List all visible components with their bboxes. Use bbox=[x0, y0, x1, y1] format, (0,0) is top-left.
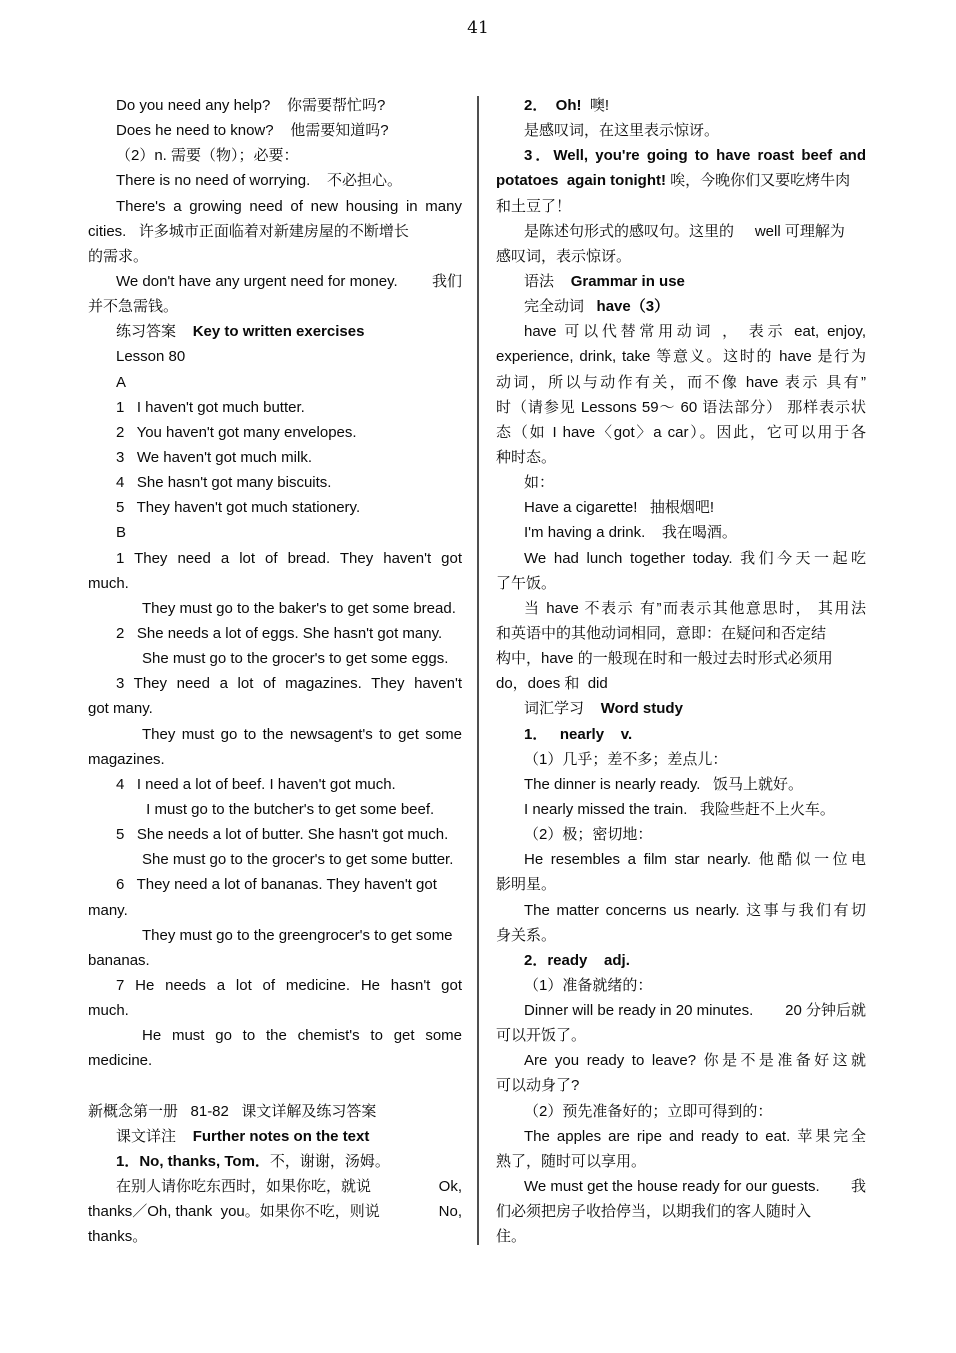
line-text: thanks。 bbox=[88, 1228, 148, 1246]
text-line bbox=[496, 143, 866, 168]
text-line bbox=[496, 621, 866, 646]
line-text: 5 They haven't got much stationery. bbox=[116, 499, 361, 517]
line-text: 1． nearly v. bbox=[524, 725, 633, 743]
line-text: 身关系。 bbox=[496, 926, 557, 944]
left-column bbox=[88, 93, 462, 1249]
text-line bbox=[496, 470, 866, 495]
line-text: （2）预先准备好的；立即可得到的： bbox=[524, 1102, 773, 1120]
line-text: potatoes again tonight! 唉，今晚你们又要吃烤牛肉 bbox=[496, 172, 851, 190]
line-text: 的需求。 bbox=[88, 247, 149, 265]
column-divider bbox=[477, 96, 479, 1245]
text-line bbox=[88, 872, 462, 897]
text-line bbox=[496, 847, 866, 872]
text-line bbox=[88, 470, 462, 495]
line-text: 1 I haven't got much butter. bbox=[116, 398, 305, 416]
text-line bbox=[496, 319, 866, 344]
line-text: （1）几乎；差不多；差点儿： bbox=[524, 750, 728, 768]
text-line bbox=[496, 822, 866, 847]
line-text: We don't have any urgent need for money. bbox=[116, 272, 398, 290]
text-line bbox=[496, 1124, 866, 1149]
text-line bbox=[496, 546, 866, 571]
line-text: 4 She hasn't got many biscuits. bbox=[116, 474, 332, 492]
line-text: We must get the house ready for our guests. bbox=[524, 1178, 820, 1196]
text-line bbox=[496, 1099, 866, 1124]
line-text: 新概念第一册 81-82 课文详解及练习答案 bbox=[88, 1102, 377, 1120]
text-line bbox=[496, 1073, 866, 1098]
text-line bbox=[88, 1224, 462, 1249]
text-line bbox=[88, 520, 462, 545]
line-text: 当 have 不表示 有”而表示其他意思时， 其用法 bbox=[524, 599, 866, 617]
line-text: 并不急需钱。 bbox=[88, 298, 179, 316]
line-text: do，does 和 did bbox=[496, 675, 608, 693]
line-text: She must go to the grocer's to get some butter. bbox=[142, 851, 454, 869]
line-text: 种时态。 bbox=[496, 448, 557, 466]
text-line bbox=[496, 1023, 866, 1048]
line-tail: 20 分钟后就 bbox=[785, 1002, 866, 1020]
line-text: He must go to the chemist's to get some bbox=[142, 1027, 462, 1045]
text-line bbox=[496, 797, 866, 822]
line-text: We had lunch together today. 我们今天一起吃 bbox=[524, 549, 866, 567]
text-line bbox=[88, 646, 462, 671]
line-text: 3 We haven't got much milk. bbox=[116, 448, 313, 466]
text-line bbox=[496, 370, 866, 395]
text-line bbox=[88, 923, 462, 948]
line-text: 是陈述句形式的感叹句。这里的 well 可理解为 bbox=[524, 222, 845, 240]
text-line bbox=[496, 646, 866, 671]
text-line bbox=[88, 93, 462, 118]
text-line bbox=[88, 571, 462, 596]
text-line bbox=[496, 571, 866, 596]
line-text: 1．No, thanks, Tom．不，谢谢，汤姆。 bbox=[116, 1152, 390, 1170]
line-text: I nearly missed the train. 我险些赶不上火车。 bbox=[524, 800, 835, 818]
line-text: They must go to the baker's to get some bread. bbox=[142, 599, 456, 617]
text-line bbox=[88, 219, 462, 244]
text-line bbox=[88, 696, 462, 721]
line-text: many. bbox=[88, 901, 128, 919]
text-line bbox=[88, 822, 462, 847]
line-text: They must go to the newsagent's to get some bbox=[142, 725, 462, 743]
line-text: 2 You haven't got many envelopes. bbox=[116, 423, 357, 441]
text-line bbox=[496, 998, 866, 1023]
line-text: I must go to the butcher's to get some beef. bbox=[142, 800, 435, 818]
text-line bbox=[88, 1023, 462, 1048]
line-text: 语法 Grammar in use bbox=[524, 272, 685, 290]
line-text: Lesson 80 bbox=[116, 348, 186, 366]
text-line bbox=[88, 847, 462, 872]
text-line bbox=[88, 1048, 462, 1073]
text-line bbox=[88, 294, 462, 319]
text-line bbox=[496, 747, 866, 772]
line-text: much. bbox=[88, 574, 129, 592]
line-tail: 我 bbox=[850, 1178, 866, 1196]
line-text: have 可以代替常用动词 ， 表示 eat, enjoy, bbox=[524, 323, 866, 341]
text-line bbox=[496, 1224, 866, 1249]
line-text: experience, drink, take 等意义。这时的 have 是行为 bbox=[496, 348, 866, 366]
line-text: 动词，所以与动作有关，而不像 have 表示 具有” bbox=[496, 373, 866, 391]
line-text: 完全动词 have（3） bbox=[524, 298, 670, 316]
text-line bbox=[88, 168, 462, 193]
line-text: （2）n. 需要（物）；必要： bbox=[116, 147, 299, 165]
line-text: A bbox=[116, 373, 127, 391]
line-text: There is no need of worrying. 不必担心。 bbox=[116, 172, 402, 190]
line-text: 6 They need a lot of bananas. They haven't got bbox=[116, 876, 437, 894]
line-text: B bbox=[116, 524, 127, 542]
line-text: She must go to the grocer's to get some eggs. bbox=[142, 650, 449, 668]
line-text: Have a cigarette! 抽根烟吧! bbox=[524, 499, 715, 517]
line-text: 2． Oh! 噢! bbox=[524, 97, 610, 114]
line-tail: No, bbox=[438, 1203, 462, 1221]
text-line bbox=[88, 797, 462, 822]
text-line bbox=[496, 973, 866, 998]
text-line bbox=[88, 1124, 462, 1149]
line-text: I'm having a drink. 我在喝酒。 bbox=[524, 524, 737, 542]
text-line bbox=[88, 118, 462, 143]
text-line bbox=[496, 495, 866, 520]
text-line bbox=[496, 948, 866, 973]
text-line bbox=[88, 973, 462, 998]
text-line bbox=[88, 1199, 462, 1224]
text-line bbox=[496, 294, 866, 319]
text-line bbox=[496, 520, 866, 545]
line-text: They must go to the greengrocer's to get some bbox=[142, 926, 453, 944]
text-line bbox=[496, 168, 866, 193]
line-text: much. bbox=[88, 1002, 129, 1020]
text-line bbox=[88, 546, 462, 571]
line-text: 2．ready adj. bbox=[524, 951, 630, 969]
line-text: There's a growing need of new housing in many bbox=[116, 197, 462, 215]
blank-line bbox=[88, 1073, 462, 1098]
text-line bbox=[88, 495, 462, 520]
line-text: 可以动身了? bbox=[496, 1077, 580, 1095]
text-line bbox=[496, 898, 866, 923]
text-line bbox=[88, 1099, 462, 1124]
text-line bbox=[496, 1199, 866, 1224]
line-text: Do you need any help? 你需要帮忙吗? bbox=[116, 97, 386, 114]
text-line bbox=[496, 722, 866, 747]
text-line bbox=[88, 621, 462, 646]
line-text: （1）准备就绪的： bbox=[524, 976, 653, 994]
line-text: 在别人请你吃东西时，如果你吃，就说 bbox=[116, 1178, 372, 1196]
text-line bbox=[496, 420, 866, 445]
line-text: 5 She needs a lot of butter. She hasn't got much. bbox=[116, 826, 449, 844]
line-text: 和英语中的其他动词相同，意即：在疑问和否定结 bbox=[496, 624, 827, 642]
text-line bbox=[88, 319, 462, 344]
line-text: The dinner is nearly ready. 饭马上就好。 bbox=[524, 775, 803, 793]
line-text: 可以开饭了。 bbox=[496, 1027, 587, 1045]
text-line bbox=[88, 722, 462, 747]
line-text: Dinner will be ready in 20 minutes. bbox=[524, 1002, 754, 1020]
line-tail: 我们 bbox=[431, 272, 462, 290]
line-text: 如： bbox=[524, 474, 555, 492]
text-line bbox=[88, 269, 462, 294]
text-line bbox=[496, 219, 866, 244]
line-text: （2）极；密切地： bbox=[524, 826, 653, 844]
text-line bbox=[496, 696, 866, 721]
line-text: 是感叹词，在这里表示惊讶。 bbox=[524, 122, 720, 140]
text-line bbox=[88, 671, 462, 696]
line-text: 构中，have 的一般现在时和一般过去时形式必须用 bbox=[496, 650, 833, 668]
line-text: Are you ready to leave? 你是不是准备好这就 bbox=[524, 1052, 866, 1070]
text-line bbox=[496, 344, 866, 369]
line-text: bananas. bbox=[88, 951, 150, 969]
line-text: 3 They need a lot of magazines. They haven't bbox=[116, 675, 462, 693]
line-text: 7 He needs a lot of medicine. He hasn't got bbox=[116, 976, 462, 994]
text-line bbox=[496, 1149, 866, 1174]
line-text: The apples are ripe and ready to eat. 苹果完全 bbox=[524, 1127, 866, 1145]
line-text: 感叹词，表示惊讶。 bbox=[496, 247, 632, 265]
line-text: medicine. bbox=[88, 1052, 153, 1070]
line-text: 时（请参见 Lessons 59～ 60 语法部分） 那样表示状 bbox=[496, 398, 866, 416]
line-text: Does he need to know? 他需要知道吗? bbox=[116, 122, 389, 140]
text-line bbox=[88, 1174, 462, 1199]
text-line bbox=[496, 872, 866, 897]
line-text: 们必须把房子收拾停当，以期我们的客人随时入 bbox=[496, 1203, 812, 1221]
line-text: 态（如 I have〈got〉a car）。因此，它可以用于各 bbox=[496, 423, 866, 441]
text-line bbox=[496, 1174, 866, 1199]
line-text: magazines. bbox=[88, 750, 165, 768]
text-line bbox=[496, 772, 866, 797]
line-text: 熟了，随时可以享用。 bbox=[496, 1152, 647, 1170]
line-text: 课文详注 Further notes on the text bbox=[116, 1127, 370, 1145]
text-line bbox=[496, 244, 866, 269]
text-line bbox=[496, 269, 866, 294]
text-line bbox=[88, 344, 462, 369]
text-line bbox=[88, 948, 462, 973]
line-text: 4 I need a lot of beef. I haven't got much. bbox=[116, 775, 396, 793]
text-line bbox=[88, 194, 462, 219]
text-line bbox=[88, 898, 462, 923]
text-line bbox=[88, 143, 462, 168]
text-line bbox=[88, 772, 462, 797]
text-line bbox=[496, 118, 866, 143]
text-line bbox=[88, 747, 462, 772]
line-text: cities. 许多城市正面临着对新建房屋的不断增长 bbox=[88, 222, 409, 240]
text-line bbox=[496, 395, 866, 420]
line-text: 和土豆了！ bbox=[496, 197, 572, 215]
text-line bbox=[496, 93, 866, 118]
text-line bbox=[88, 998, 462, 1023]
page-number: 41 bbox=[467, 18, 489, 38]
line-text: 词汇学习 Word study bbox=[524, 700, 683, 718]
text-line bbox=[88, 445, 462, 470]
text-line bbox=[88, 420, 462, 445]
text-line bbox=[88, 596, 462, 621]
text-line bbox=[88, 244, 462, 269]
line-text: 1 They need a lot of bread. They haven't got bbox=[116, 549, 462, 567]
line-text: 影明星。 bbox=[496, 876, 557, 894]
text-line bbox=[88, 1149, 462, 1174]
line-text: 住。 bbox=[496, 1228, 527, 1246]
text-line bbox=[496, 1048, 866, 1073]
line-text: The matter concerns us nearly. 这事与我们有切 bbox=[524, 901, 866, 919]
line-tail: Ok, bbox=[438, 1178, 462, 1196]
line-text: 2 She needs a lot of eggs. She hasn't got many. bbox=[116, 624, 443, 642]
text-line bbox=[88, 370, 462, 395]
line-text: got many. bbox=[88, 700, 153, 718]
line-text: 练习答案 Key to written exercises bbox=[116, 323, 365, 341]
line-text: 了午饭。 bbox=[496, 574, 557, 592]
text-line bbox=[496, 671, 866, 696]
text-line bbox=[496, 445, 866, 470]
line-text: 3．Well, you're going to have roast beef and bbox=[524, 147, 866, 165]
line-text: He resembles a film star nearly. 他酷似一位电 bbox=[524, 851, 866, 869]
text-line bbox=[496, 596, 866, 621]
right-column bbox=[496, 93, 866, 1249]
text-line bbox=[88, 395, 462, 420]
line-text: thanks／Oh, thank you。如果你不吃，则说 bbox=[88, 1203, 380, 1221]
text-line bbox=[496, 194, 866, 219]
text-line bbox=[496, 923, 866, 948]
